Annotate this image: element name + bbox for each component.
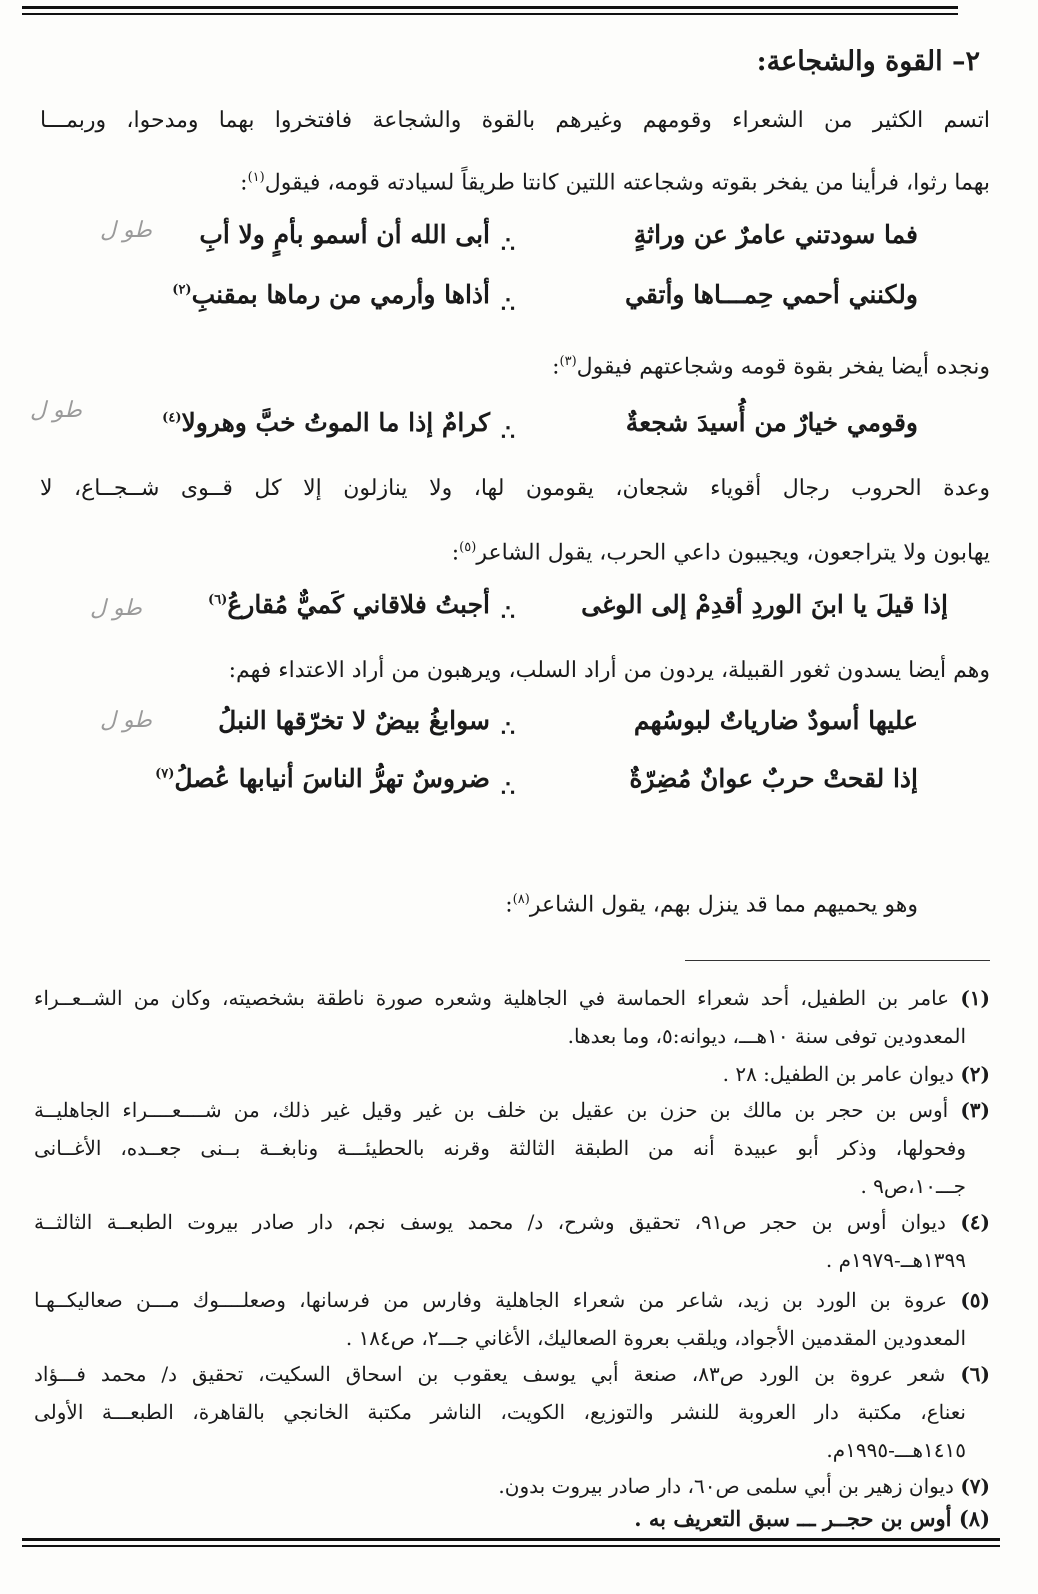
verse-first-hemistich: ولكنني أحمي حِمـــاها وأتقي (625, 280, 918, 309)
paragraph-text: وهو يحميهم مما قد ينزل بهم، يقول الشاعر (529, 892, 918, 918)
footnote-number: (٦) (960, 1362, 990, 1386)
footnote-6-cont: ١٤١٥هـــ-١٩٩٥م. (826, 1438, 966, 1462)
verse-separator: ∴ (501, 600, 519, 626)
verse-separator: ∴ (501, 716, 519, 742)
footnote-number: (٧) (960, 1474, 990, 1498)
verse-first-hemistich: إذا لقحتْ حربٌ عوانٌ مُضِرّةٌ (629, 764, 918, 793)
verse-text: أذاها وأرمي من رماها بمقنبِ (191, 280, 490, 309)
verse-second-hemistich: سوابغُ بيضٌ لا تخرّقها النبلُ (218, 706, 490, 735)
footnote-text: ديوان أوس بن حجر ص٩١، تحقيق وشرح، د/ محمد يوسف نجم، دار صادر بيروت الطبعــة الثالثــة (34, 1210, 946, 1234)
verse-separator: ∴ (501, 232, 519, 258)
handwritten-margin-note: طو ل (90, 596, 142, 621)
footnote-ref: (٦) (208, 592, 228, 608)
footnote-ref: (٤) (162, 410, 182, 426)
verse-first-hemistich: عليها أسودٌ ضارياتٌ لبوسُهم (633, 706, 918, 735)
footnote-ref: (٨) (512, 892, 530, 907)
handwritten-margin-note: طو ل (100, 218, 152, 243)
paragraph-text: يهابون ولا يتراجعون، ويجيبون داعي الحرب، يقول الشاعر (476, 540, 990, 566)
footnote-number: (٨) (958, 1506, 990, 1531)
footnote-6-cont: نعناع، مكتبة دار العروبة للنشر والتوزيع، الكويت، الناشر مكتبة الخانجي بالقاهرة، الطبعـــة الأولى (34, 1400, 966, 1424)
footnote-7 (498, 1474, 990, 1498)
bottom-rule-thin (22, 1545, 1000, 1547)
verse-text: أجبتُ فلاقاني كَميٌّ مُقارعُ (227, 590, 490, 619)
footnote-5 (34, 1288, 990, 1312)
verse-second-hemistich (110, 280, 490, 309)
punctuation: : (240, 170, 248, 196)
footnote-1-cont: المعدودين توفى سنة ١٠هـــ، ديوانه:٥، وما بعدها. (567, 1024, 966, 1048)
footnote-number: (٢) (960, 1062, 990, 1086)
footnote-3-cont: وفحولها، وذكر أبو عبيدة أنه من الطبقة الثالثة وقرنه بالحطيئـــة ونابغــة بــنى جعــده، الأغــانى (34, 1136, 966, 1160)
paragraph-text: ونجده أيضا يفخر بقوة قومه وشجاعتهم فيقول (576, 354, 990, 380)
section-heading: ٢– القوة والشجاعة: (756, 46, 980, 77)
footnote-text: شعر عروة بن الورد ص٨٣، صنعة أبي يوسف يعقوب بن اسحاق السكيت، تحقيق د/ محمد فـــؤاد (34, 1362, 946, 1386)
punctuation: : (451, 540, 460, 566)
footnote-6 (34, 1362, 990, 1386)
paragraph-text: بهما رثوا، فرأينا من يفخر بقوته وشجاعته اللتين كانتا طريقاً لسيادته قومه، فيقول (264, 170, 990, 196)
footnote-text: عامر بن الطفيل، أحد شعراء الحماسة في الجاهلية وشعره صورة ناطقة بشخصيته، وكان من الشــعــراء (34, 986, 950, 1010)
footnote-4-cont: ١٣٩٩هــ-١٩٧٩م . (825, 1248, 966, 1272)
footnote-5-cont: المعدودين المقدمين الأجواد، ويلقب بعروة الصعاليك، الأغاني جـــ٢، ص١٨٤ . (345, 1326, 966, 1350)
footnote-number: (١) (960, 986, 990, 1010)
footnote-ref: (٥) (459, 540, 477, 555)
footnote-ref: (١) (247, 170, 265, 185)
paragraph-line: وهم أيضا يسدون ثغور القبيلة، يردون من أراد السلب، ويرهبون من أراد الاعتداء فهم: (228, 658, 990, 683)
verse-second-hemistich (110, 408, 490, 437)
footnote-number: (٤) (960, 1210, 991, 1234)
paragraph-line (240, 170, 990, 195)
top-rule (22, 6, 958, 9)
verse-text: كرامٌ إذا ما الموتُ خبَّ وهرولا (181, 408, 490, 437)
footnote-ref: (٢) (172, 282, 192, 298)
footnote-text: ديوان زهير بن أبي سلمى ص٦٠، دار صادر بيروت بدون. (498, 1474, 954, 1498)
verse-separator: ∴ (501, 776, 519, 802)
footnote-separator (685, 960, 990, 961)
punctuation: : (505, 892, 513, 918)
verse-text: ضروسٌ تهرُّ الناسَ أنيابها عُصلُ (174, 764, 490, 793)
verse-separator: ∴ (501, 420, 519, 446)
footnote-number: (٣) (960, 1098, 990, 1122)
handwritten-margin-note: طو ل (100, 708, 152, 733)
footnote-ref: (٧) (155, 766, 175, 782)
footnote-2 (723, 1062, 990, 1086)
paragraph-line: اتسم الكثير من الشعراء وقومهم وغيرهم بالقوة والشجاعة فافتخروا بهما ومدحوا، وربمـــا (40, 108, 990, 133)
verse-second-hemistich: أبى الله أن أسمو بأمٍ ولا أبِ (199, 220, 490, 249)
footnote-text: أوس بن حجر بن مالك بن حزن بن عقيل بن خلف بن غير وقيل غير ذلك، من شــــعــــراء الجاهليــة (34, 1098, 949, 1122)
verse-second-hemistich (110, 764, 490, 793)
verse-separator: ∴ (501, 292, 519, 318)
footnote-text: عروة بن الورد بن زيد، شاعر من شعراء الجاهلية وفارس من فرسانها، وصعلــــوك مـــن صعاليكــهـا (34, 1288, 948, 1312)
verse-second-hemistich (110, 590, 490, 619)
verse-first-hemistich: فما سودتني عامرٌ عن وراثةٍ (633, 220, 918, 249)
footnote-4 (34, 1210, 990, 1234)
footnote-3 (34, 1098, 990, 1122)
handwritten-margin-note: طو ل (30, 398, 82, 423)
footnote-text: ديوان عامر بن الطفيل: ٢٨ . (722, 1062, 954, 1086)
verse-first-hemistich: وقومي خيارٌ من أُسيدَ شجعةٌ (625, 408, 918, 437)
paragraph-line: وعدة الحروب رجال أقوياء شجعان، يقومون لها، ولا ينازلون إلا كل قــوى شــجــاع، لا (40, 476, 990, 501)
top-rule-thin (22, 13, 958, 15)
paragraph-line (505, 892, 918, 917)
punctuation: : (552, 354, 560, 380)
footnote-8 (634, 1506, 990, 1531)
footnote-text: أوس بن حجــر ـــ سبق التعريف به . (634, 1506, 952, 1531)
footnote-number: (٥) (960, 1288, 991, 1312)
verse-first-hemistich: إذا قيلَ يا ابنَ الوردِ أقدِمْ إلى الوغى (581, 590, 948, 619)
bottom-rule (22, 1538, 1000, 1541)
paragraph-line (452, 540, 990, 565)
footnote-3-cont: جـــ١٠،ص٩ . (860, 1174, 966, 1198)
footnote-1 (34, 986, 990, 1010)
paragraph-line (552, 354, 990, 379)
footnote-ref: (٣) (559, 354, 577, 369)
